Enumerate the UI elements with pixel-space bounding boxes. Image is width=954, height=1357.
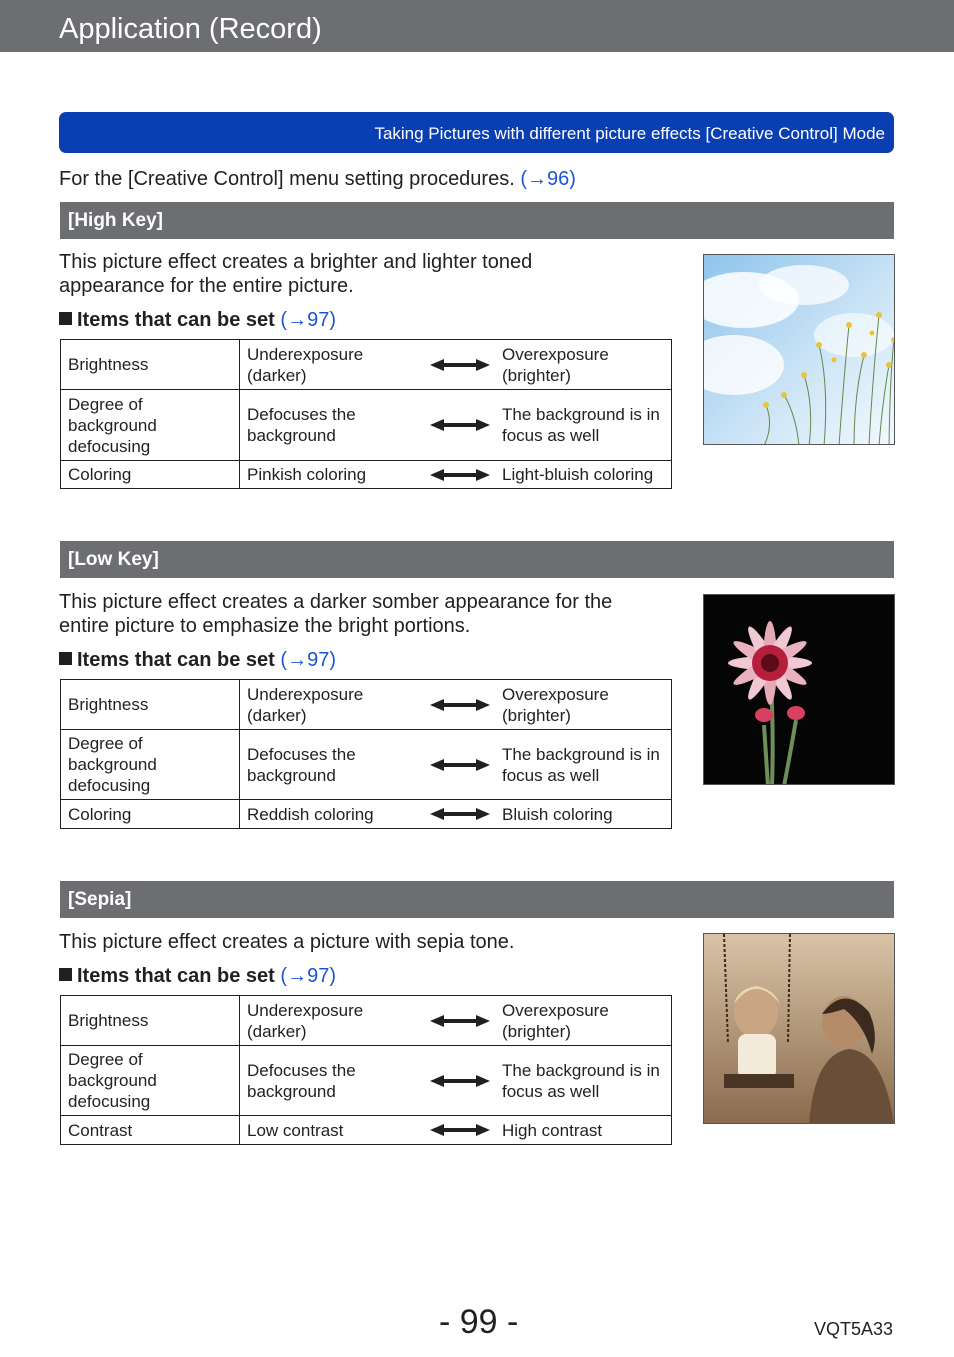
section-title: [Sepia] [68,889,132,910]
section-banner [59,112,894,153]
table-row [61,730,672,800]
section-description: This picture effect creates a picture with sepia tone. [59,931,515,953]
setting-name: Coloring [61,461,240,489]
square-bullet-icon [59,312,72,325]
setting-name: Degree of background defocusing [61,390,240,461]
setting-name: Coloring [61,800,240,829]
document-code: VQT5A33 [814,1319,894,1339]
intro-page-link[interactable]: (→96) [520,168,576,190]
setting-name: Brightness [61,340,240,390]
setting-name: Brightness [61,996,240,1046]
items-heading: Items that can be set (→97) [59,964,336,988]
setting-max: Overexposure (brighter) [502,344,609,385]
setting-min: Pinkish coloring [247,465,367,484]
intro-line [59,167,576,191]
table-row [61,1046,672,1116]
gerbera-dark-photo [703,594,895,785]
section-description: This picture effect creates a brighter and lighter toned appearance for the entire picture. [59,251,533,297]
section-header-sepia [60,881,894,918]
items-heading: Items that can be set (→97) [59,308,336,332]
setting-name: Degree of background defocusing [61,730,240,800]
double-arrow-icon [418,358,502,372]
table-row [61,1116,672,1145]
double-arrow-icon [418,1123,502,1137]
setting-min: Underexposure (darker) [247,1000,364,1041]
section-header-high-key [60,202,894,239]
setting-min: Reddish coloring [247,804,374,824]
items-page-link[interactable]: (→97) [280,309,336,331]
table-row [61,340,672,390]
table-row [61,461,672,489]
square-bullet-icon [59,652,72,665]
sepia-swing-photo [703,933,895,1124]
double-arrow-icon [418,418,502,432]
double-arrow-icon [418,807,502,821]
table-row [61,996,672,1046]
section-title: [High Key] [68,210,163,231]
setting-max: The background is in focus as well [502,1060,660,1101]
double-arrow-icon [418,1014,502,1028]
double-arrow-icon [418,1074,502,1088]
sky-flowers-photo [703,254,895,445]
setting-max: The background is in focus as well [502,744,660,785]
setting-min: Defocuses the background [247,405,356,445]
page-number: - 99 - [439,1303,519,1341]
setting-min: Defocuses the background [247,1060,356,1101]
intro-text: For the [Creative Control] menu setting procedures. [59,168,521,190]
setting-max: Overexposure (brighter) [502,684,609,725]
items-heading: Items that can be set (→97) [59,648,336,672]
setting-min: Defocuses the background [247,744,356,785]
double-arrow-icon [418,698,502,712]
settings-table-high-key [60,339,672,489]
setting-max: Overexposure (brighter) [502,1000,609,1041]
setting-name: Degree of background defocusing [61,1046,240,1116]
setting-name: Brightness [61,680,240,730]
section-title: [Low Key] [68,549,159,570]
double-arrow-icon [418,758,502,772]
setting-max: High contrast [502,1120,603,1140]
settings-table-sepia [60,995,672,1145]
section-description: This picture effect creates a darker somber appearance for the entire picture to emphasize the bright portions. [59,591,613,637]
setting-min: Low contrast [247,1120,344,1140]
table-row [61,800,672,829]
top-header-bar [0,0,954,52]
setting-min: Underexposure (darker) [247,684,364,725]
table-row [61,680,672,730]
square-bullet-icon [59,968,72,981]
page-title: Application (Record) [59,13,322,45]
items-page-link[interactable]: (→97) [280,649,336,671]
setting-name: Contrast [61,1116,240,1145]
setting-max: Light-bluish coloring [502,465,654,484]
items-page-link[interactable]: (→97) [280,965,336,987]
table-row [61,390,672,461]
setting-max: The background is in focus as well [502,405,660,445]
section-header-low-key [60,541,894,578]
double-arrow-icon [418,468,502,482]
setting-min: Underexposure (darker) [247,344,364,385]
banner-text: Taking Pictures with different picture effects [Creative Control] Mode [374,124,885,143]
settings-table-low-key [60,679,672,829]
setting-max: Bluish coloring [502,804,613,824]
